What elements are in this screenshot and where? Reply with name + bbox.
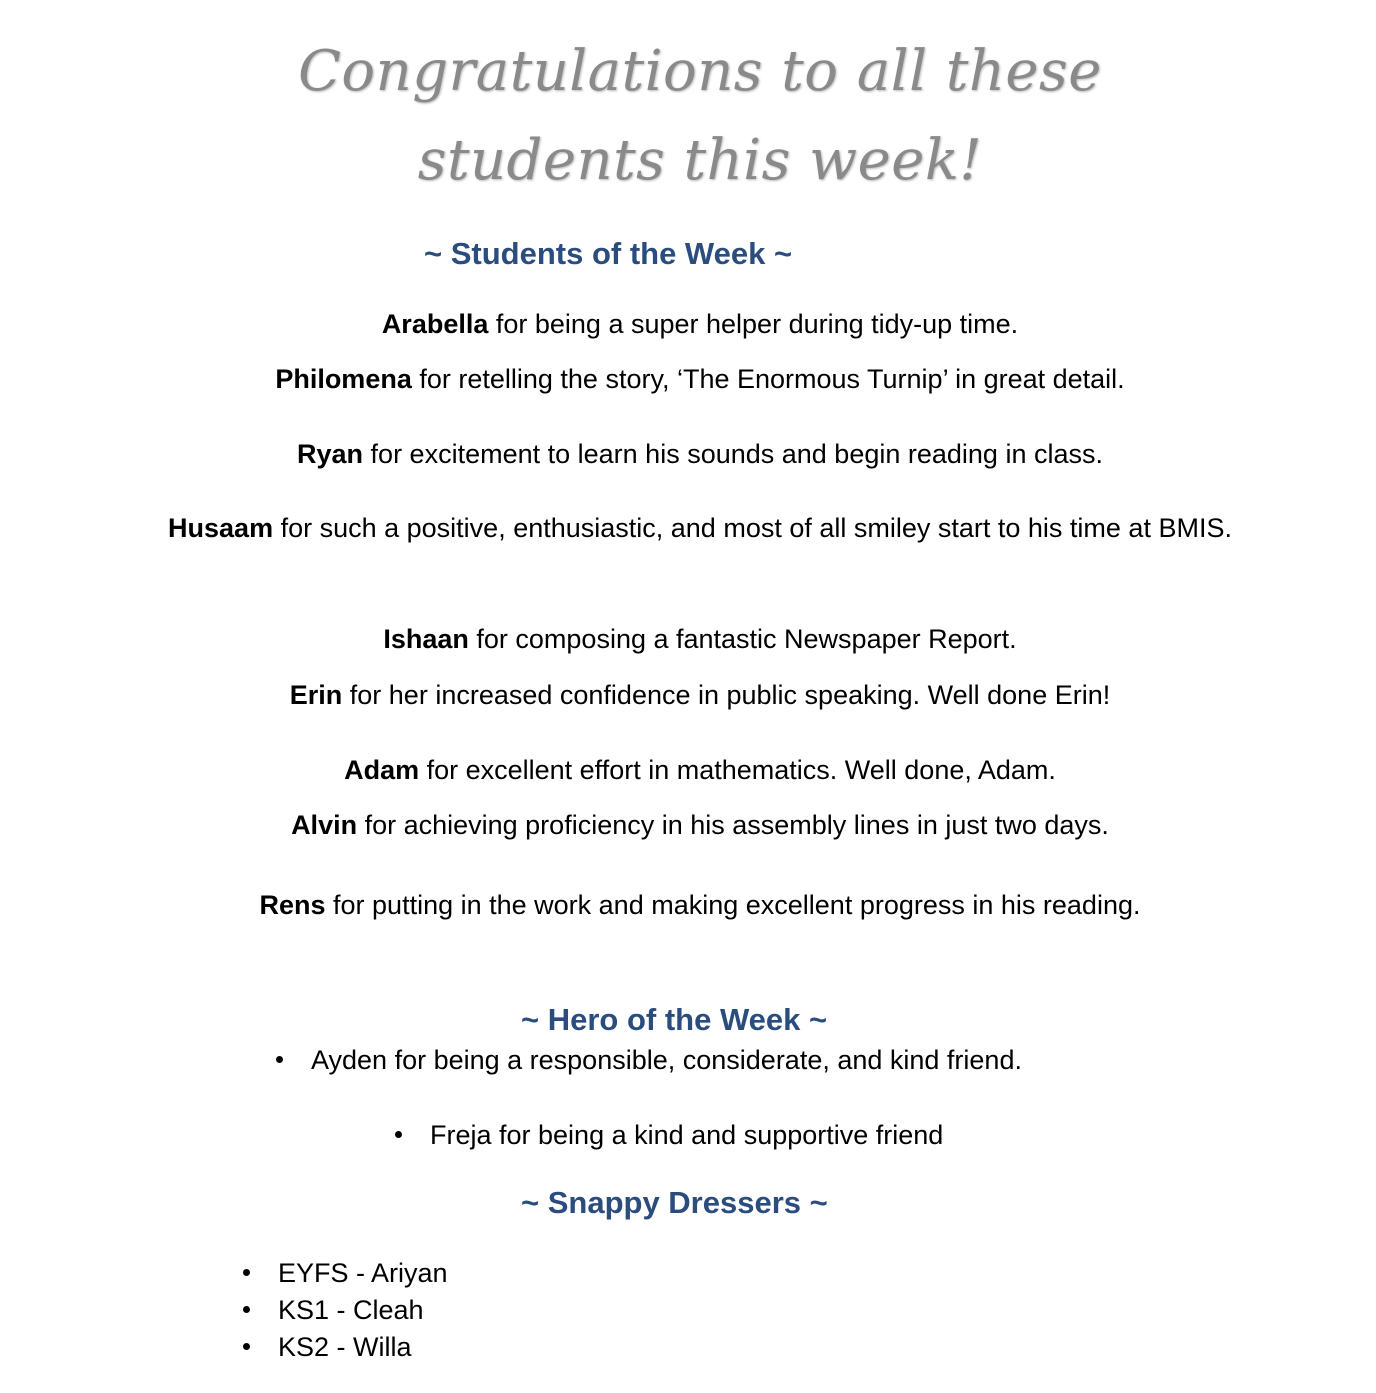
student-entry <box>0 621 1376 658</box>
page-title-line-2: students this week! <box>417 128 983 193</box>
student-name: Husaam <box>168 513 274 543</box>
student-entry <box>0 306 1376 343</box>
list-item <box>276 1042 1022 1079</box>
student-name: Alvin <box>291 810 358 840</box>
student-entry <box>0 887 1376 924</box>
list-item <box>243 1255 448 1292</box>
snappy-dressers-heading: ~ Snappy Dressers ~ <box>521 1185 828 1220</box>
list-item <box>395 1117 943 1154</box>
list-item-text: EYFS - Ariyan <box>278 1258 448 1288</box>
student-reason: for achieving proficiency in his assembly lines in just two days. <box>357 810 1109 840</box>
bullet-icon <box>243 1343 250 1350</box>
student-reason: for putting in the work and making excellent progress in his reading. <box>325 890 1141 920</box>
bullet-icon <box>243 1269 250 1276</box>
list-item <box>243 1292 424 1329</box>
student-entry <box>0 677 1376 714</box>
list-item-text: KS2 - Willa <box>278 1332 412 1362</box>
student-reason: for retelling the story, ‘The Enormous Turnip’ in great detail. <box>411 364 1125 394</box>
bullet-icon <box>243 1306 250 1313</box>
student-name: Philomena <box>275 364 412 394</box>
student-name: Rens <box>259 890 326 920</box>
bullet-icon <box>276 1056 283 1063</box>
student-reason: for such a positive, enthusiastic, and most of all smiley start to his time at BMIS. <box>273 513 1232 543</box>
student-name: Erin <box>289 680 343 710</box>
student-name: Adam <box>344 755 420 785</box>
list-item-text: KS1 - Cleah <box>278 1295 424 1325</box>
student-entry <box>100 510 1300 547</box>
student-name: Ryan <box>297 439 364 469</box>
student-reason: for her increased confidence in public speaking. Well done Erin! <box>342 680 1111 710</box>
student-name: Arabella <box>381 309 489 339</box>
students-of-the-week-heading: ~ Students of the Week ~ <box>424 236 793 271</box>
student-name: Ishaan <box>383 624 469 654</box>
student-entry <box>0 436 1376 473</box>
page-title-line-1: Congratulations to all these <box>298 39 1102 104</box>
student-reason: for excitement to learn his sounds and begin reading in class. <box>363 439 1103 469</box>
hero-of-the-week-heading: ~ Hero of the Week ~ <box>521 1002 828 1037</box>
student-entry <box>0 361 1376 398</box>
list-item-text: Freja for being a kind and supportive friend <box>430 1120 944 1150</box>
student-reason: for excellent effort in mathematics. Well done, Adam. <box>419 755 1056 785</box>
student-reason: for composing a fantastic Newspaper Report. <box>468 624 1017 654</box>
student-reason: for being a super helper during tidy-up time. <box>488 309 1019 339</box>
list-item <box>243 1329 412 1366</box>
bullet-icon <box>395 1131 402 1138</box>
list-item-text: Ayden for being a responsible, considerate, and kind friend. <box>311 1045 1022 1075</box>
student-entry <box>0 752 1376 789</box>
student-entry <box>0 807 1376 844</box>
